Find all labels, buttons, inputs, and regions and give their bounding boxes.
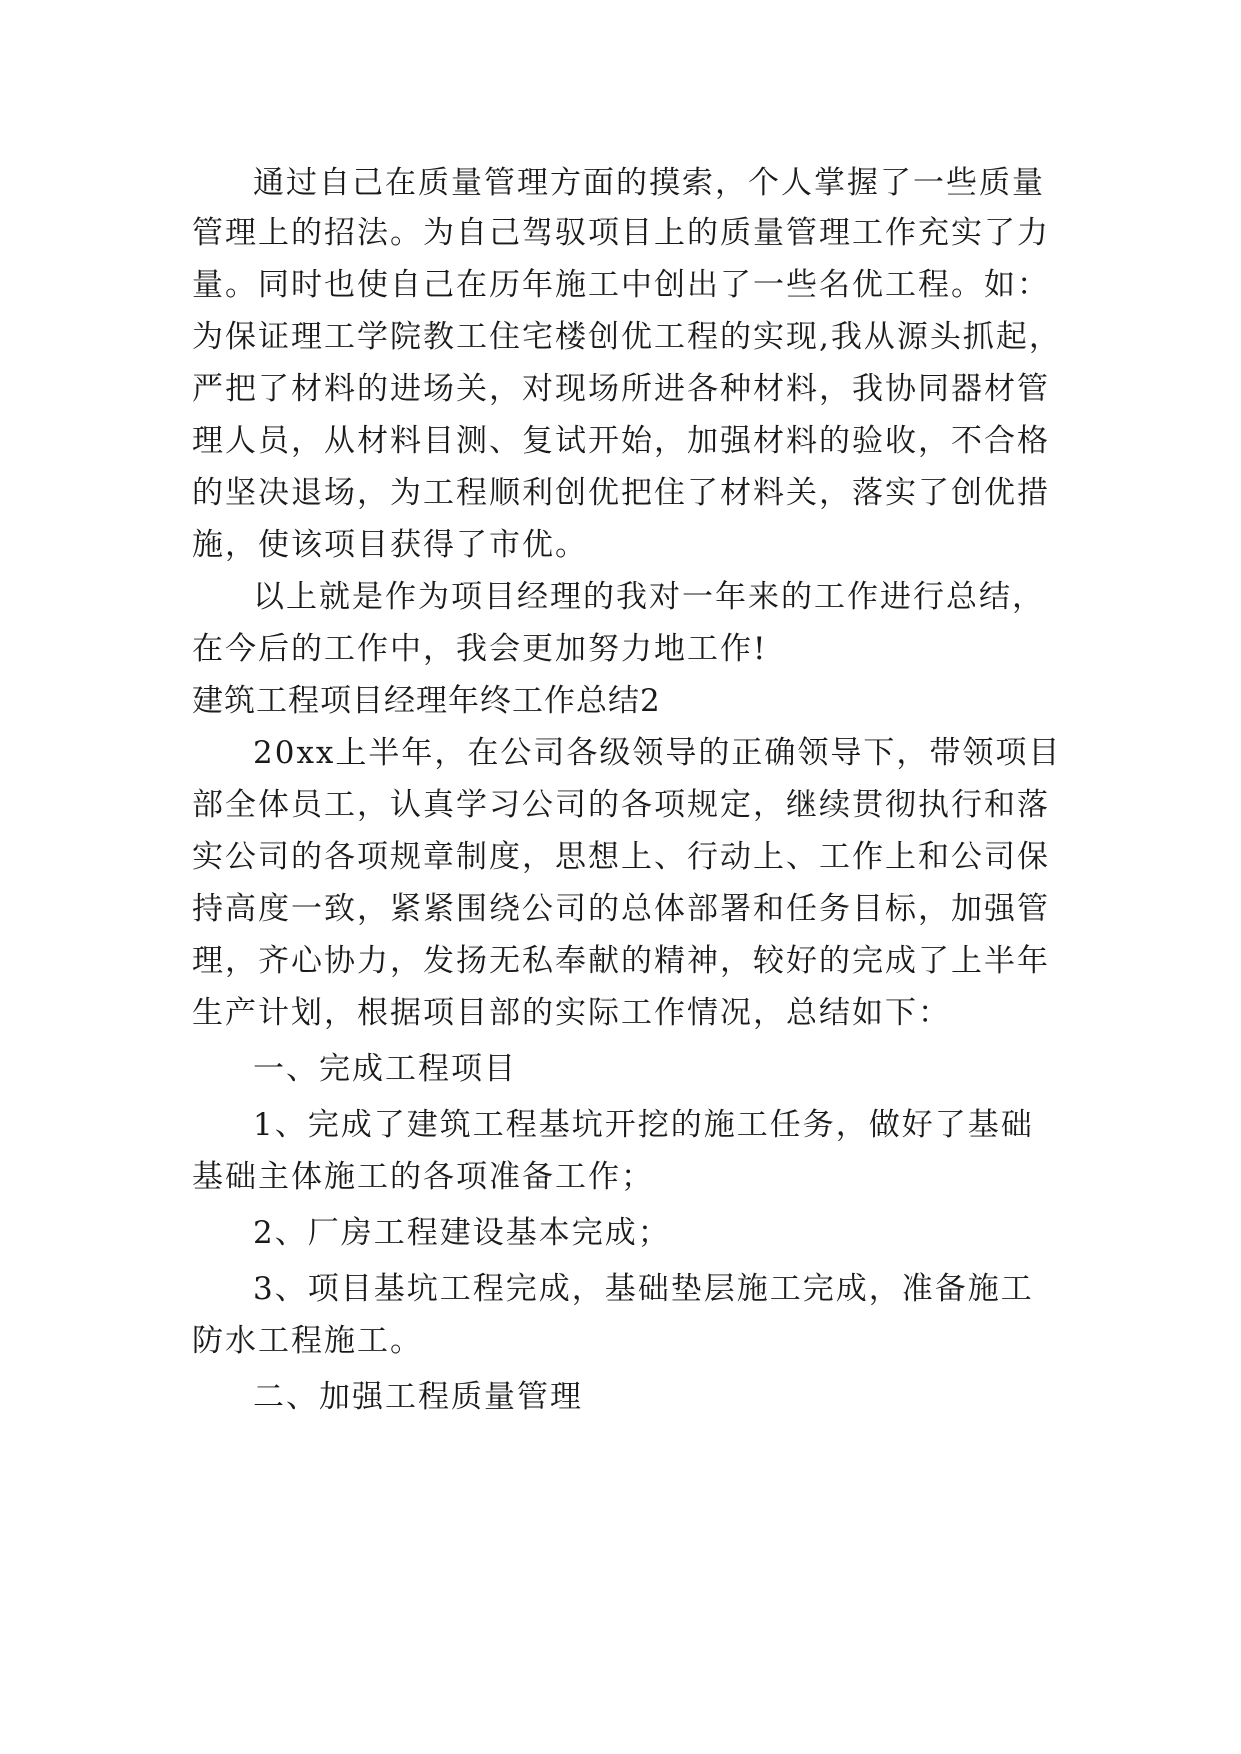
- subheading: 二、加强工程质量管理: [253, 1379, 583, 1415]
- paragraph-line: 通过自己在质量管理方面的摸索，个人掌握了一些质量: [253, 165, 1045, 201]
- paragraph-line: 持高度一致，紧紧围绕公司的总体部署和任务目标，加强管: [192, 891, 1050, 927]
- list-item: 3、项目基坑工程完成，基础垫层施工完成，准备施工: [253, 1271, 1034, 1307]
- paragraph-line: 生产计划，根据项目部的实际工作情况，总结如下：: [192, 995, 951, 1031]
- paragraph-line: 管理上的招法。为自己驾驭项目上的质量管理工作充实了力: [192, 215, 1050, 251]
- list-item: 2、厂房工程建设基本完成；: [253, 1215, 671, 1251]
- paragraph-line: 严把了材料的进场关，对现场所进各种材料，我协同器材管: [192, 371, 1050, 407]
- list-item-continuation: 防水工程施工。: [192, 1323, 423, 1359]
- section-heading: 建筑工程项目经理年终工作总结2: [192, 683, 661, 719]
- paragraph-line: 理，齐心协力，发扬无私奉献的精神，较好的完成了上半年: [192, 943, 1050, 979]
- paragraph-line: 在今后的工作中，我会更加努力地工作!: [192, 631, 768, 667]
- paragraph-line: 为保证理工学院教工住宅楼创优工程的实现,我从源头抓起，: [192, 319, 1062, 355]
- subheading: 一、完成工程项目: [253, 1051, 517, 1087]
- paragraph-line: 以上就是作为项目经理的我对一年来的工作进行总结，: [253, 579, 1045, 615]
- paragraph-line: 20xx上半年，在公司各级领导的正确领导下，带领项目: [253, 735, 1062, 771]
- paragraph-line: 理人员，从材料目测、复试开始，加强材料的验收，不合格: [192, 423, 1050, 459]
- paragraph-line: 的坚决退场，为工程顺利创优把住了材料关，落实了创优措: [192, 475, 1050, 511]
- list-item-continuation: 基础主体施工的各项准备工作；: [192, 1159, 654, 1195]
- paragraph-line: 实公司的各项规章制度，思想上、行动上、工作上和公司保: [192, 839, 1050, 875]
- paragraph-line: 部全体员工，认真学习公司的各项规定，继续贯彻执行和落: [192, 787, 1050, 823]
- paragraph-line: 施，使该项目获得了市优。: [192, 527, 588, 563]
- paragraph-line: 量。同时也使自己在历年施工中创出了一些名优工程。如：: [192, 267, 1050, 303]
- list-item: 1、完成了建筑工程基坑开挖的施工任务，做好了基础: [253, 1107, 1034, 1143]
